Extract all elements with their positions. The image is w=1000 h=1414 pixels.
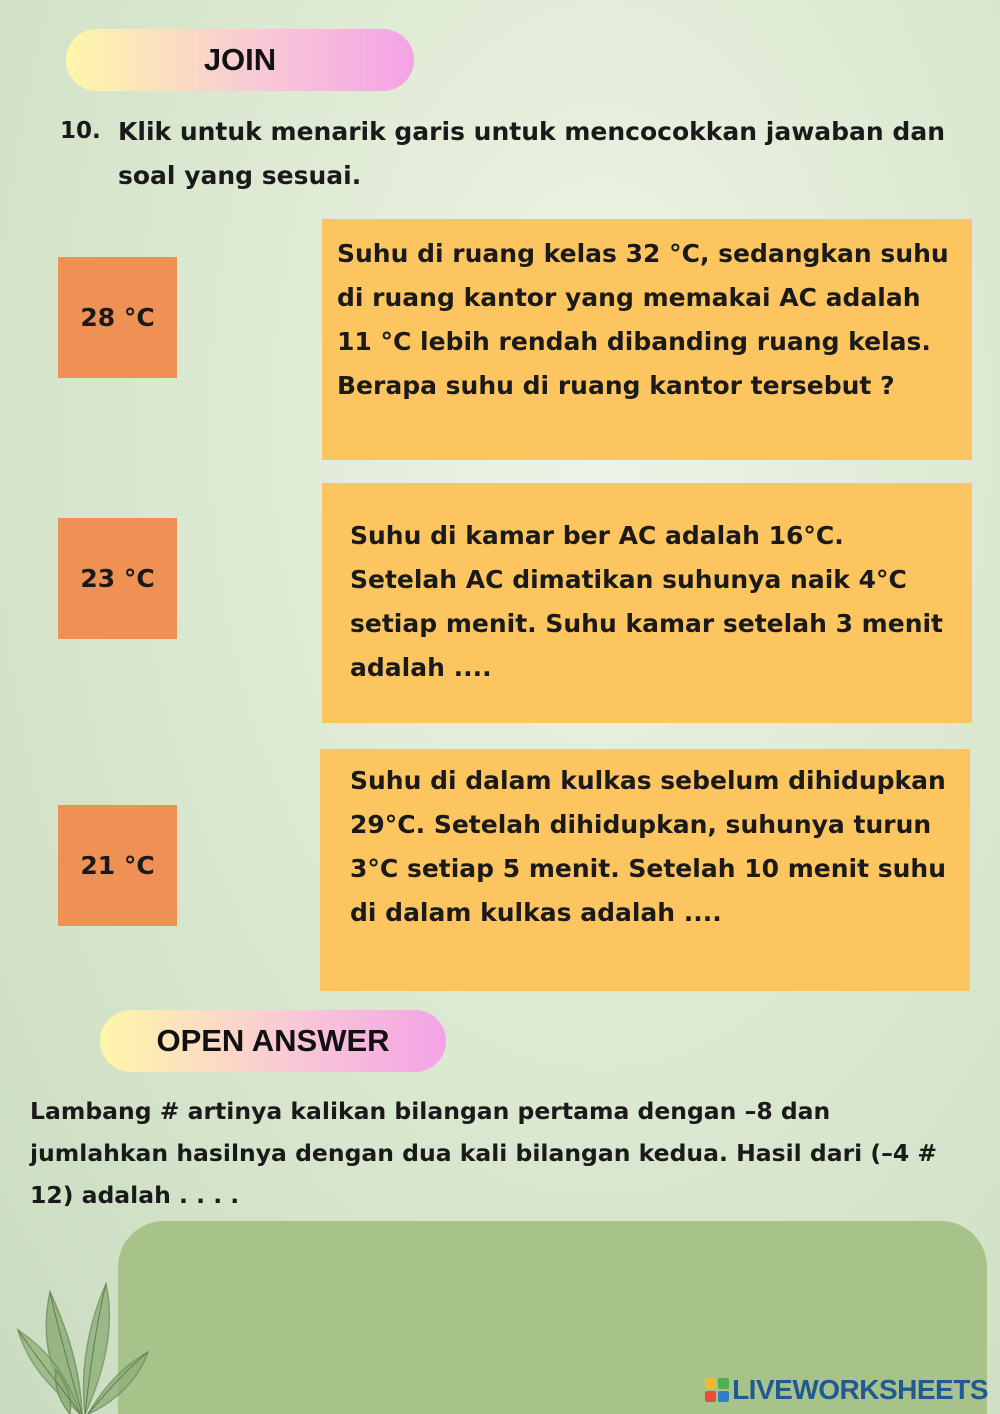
- question-instruction: Klik untuk menarik garis untuk mencocokkan jawaban dan soal yang sesuai.: [118, 117, 945, 190]
- answer-option-21[interactable]: [58, 805, 177, 926]
- question-number: 10.: [60, 118, 101, 144]
- answer-option-label: 23 °C: [80, 564, 155, 593]
- liveworksheets-logo-icon: [705, 1378, 729, 1402]
- join-section-label: [66, 29, 414, 91]
- question-card-ac-room[interactable]: [322, 483, 972, 723]
- brand-text: LIVEWORKSHEETS: [732, 1374, 988, 1405]
- leaf-plant-icon: [10, 1270, 160, 1414]
- question-card-classroom[interactable]: [322, 219, 972, 460]
- open-answer-problem: Lambang # artinya kalikan bilangan pertama dengan –8 dan jumlahkan hasilnya dengan dua kali bilangan kedua. Hasil dari (–4 # 12) adalah . . . .: [30, 1097, 938, 1209]
- join-label: JOIN: [203, 42, 277, 77]
- question-text: Suhu di kamar ber AC adalah 16°C. Setelah AC dimatikan suhunya naik 4°C setiap menit. Suhu kamar setelah 3 menit adalah ....: [350, 521, 944, 682]
- open-answer-label: OPEN ANSWER: [156, 1023, 390, 1058]
- answer-option-28[interactable]: [58, 257, 177, 378]
- answer-option-label: 21 °C: [80, 851, 155, 880]
- open-answer-section-label: [100, 1010, 446, 1072]
- liveworksheets-brand: [705, 1374, 988, 1406]
- question-text: Suhu di dalam kulkas sebelum dihidupkan 29°C. Setelah dihidupkan, suhunya turun 3°C setiap 5 menit. Setelah 10 menit suhu di dalam kulkas adalah ....: [350, 766, 946, 927]
- question-card-fridge[interactable]: [320, 749, 970, 991]
- question-text: Suhu di ruang kelas 32 °C, sedangkan suhu di ruang kantor yang memakai AC adalah 11 °C lebih rendah dibanding ruang kelas. Berapa suhu di ruang kantor tersebut ?: [337, 239, 949, 400]
- answer-option-23[interactable]: [58, 518, 177, 639]
- answer-option-label: 28 °C: [80, 303, 155, 332]
